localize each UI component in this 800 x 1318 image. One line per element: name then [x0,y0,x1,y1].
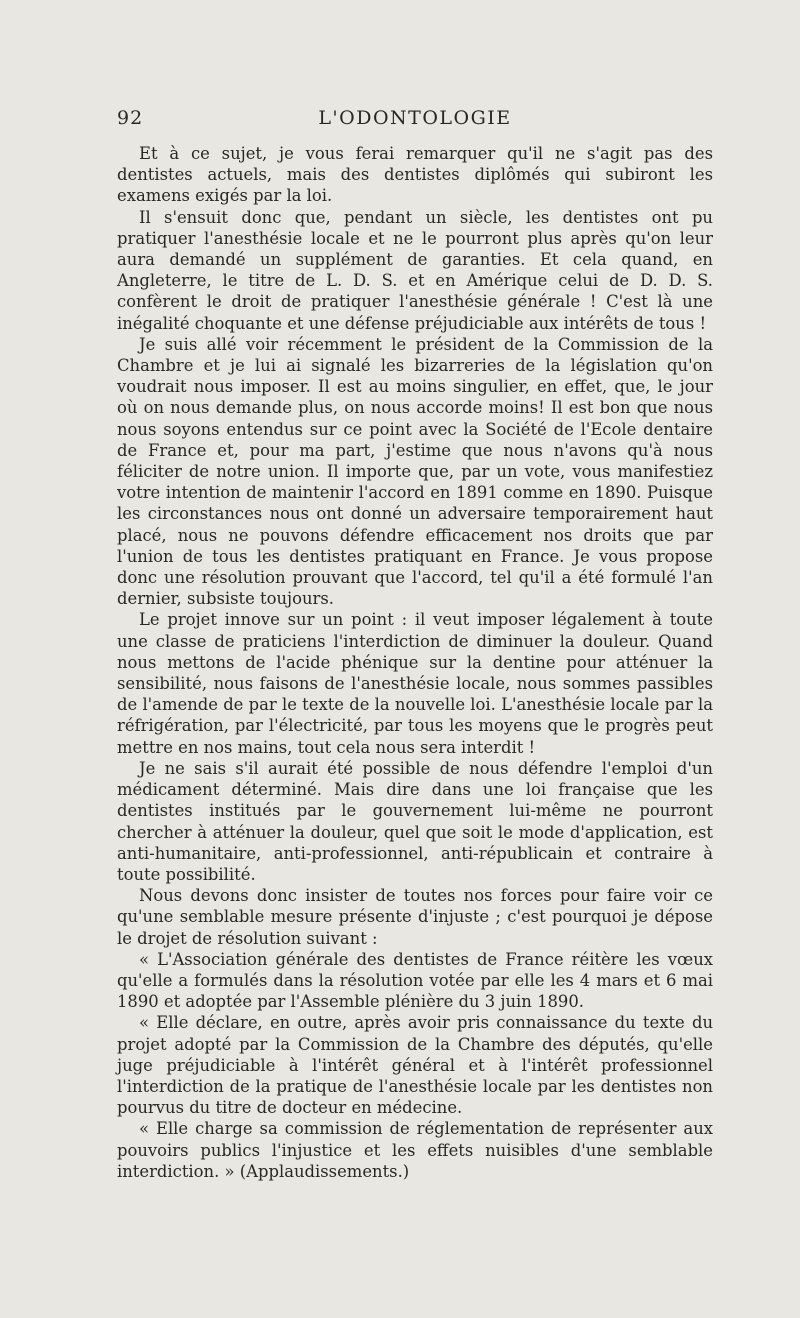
resolution-paragraph-2: « Elle déclare, en outre, après avoir pris connaissance du texte du projet adopté par la Commission de la Chambre des députés, qu'elle juge préjudiciable à l'intérêt général et à l'intérêt professionnel l'interdiction de la pratique de l'anesthésie locale par les dentistes non pourvus du titre de docteur en médecine. [117,1013,713,1118]
running-title: L'ODONTOLOGIE [318,107,512,129]
resolution-paragraph-3: « Elle charge sa commission de réglementation de représenter aux pouvoirs publics l'injustice et les effets nuisibles d'une semblable interdiction. » (Applaudissements.) [117,1119,713,1181]
body-text [117,143,713,1182]
paragraph-6: Nous devons donc insister de toutes nos forces pour faire voir ce qu'une semblable mesure présente d'injuste ; c'est pourquoi je dépose le drojet de résolution suivant : [117,886,713,948]
paragraph-1: Et à ce sujet, je vous ferai remarquer qu'il ne s'agit pas des dentistes actuels, mais des dentistes diplômés qui subiront les examens exigés par la loi. [117,144,713,206]
page-header [117,107,713,137]
paragraph-4: Le projet innove sur un point : il veut imposer légalement à toute une classe de praticiens l'interdiction de diminuer la douleur. Quand nous mettons de l'acide phénique sur la dentine pour atténuer la sensibilité, nous faisons de l'anesthésie locale, nous sommes passibles de l'amende de par le texte de la nouvelle loi. L'anesthésie locale par la réfrigération, par l'électricité, par tous les moyens que le progrès peut mettre en nos mains, tout cela nous sera interdit ! [117,610,713,757]
page-number: 92 [117,107,144,129]
paragraph-2: Il s'ensuit donc que, pendant un siècle, les dentistes ont pu pratiquer l'anesthésie locale et ne le pourront plus après qu'on leur aura demandé un supplément de garanties. Et cela quand, en Angleterre, le titre de L. D. S. et en Amérique celui de D. D. S. confèrent le droit de pratiquer l'anesthésie générale ! C'est là une inégalité choquante et une défense préjudiciable aux intérêts de tous ! [117,207,713,333]
resolution-paragraph-1: « L'Association générale des dentistes de France réitère les vœux qu'elle a formulés dans la résolution votée par elle les 4 mars et 6 mai 1890 et adoptée par l'Assemble plénière du 3 juin 1890. [117,949,713,1012]
paragraph-5: Je ne sais s'il aurait été possible de nous défendre l'emploi d'un médicament déterminé. Mais dire dans une loi française que les dentistes institués par le gouvernement lui-même ne pourront chercher à atténuer la douleur, quel que soit le mode d'application, est anti-humanitaire, anti-professionnel, anti-républicain et contraire à toute possibilité. [117,758,713,884]
paragraph-3: Je suis allé voir récemment le président de la Commission de la Chambre et je lui ai signalé les bizarreries de la législation qu'on voudrait nous imposer. Il est au moins singulier, en effet, que, le jour où on nous demande plus, on nous accorde moins! Il est bon que nous nous soyons entendus sur ce point avec la Société de l'Ecole dentaire de France et, pour ma part, j'estime que nous n'avons qu'à nous féliciter de notre union. Il importe que, par un vote, vous manifestiez votre intention de maintenir l'accord en 1891 comme en 1890. Puisque les circonstances nous ont donné un adversaire temporairement haut placé, nous ne pouvons défendre efficacement nos droits que par l'union de tous les dentistes pratiquant en France. Je vous propose donc une résolution prouvant que l'accord, tel qu'il a été formulé l'an dernier, subsiste toujours. [117,334,713,609]
